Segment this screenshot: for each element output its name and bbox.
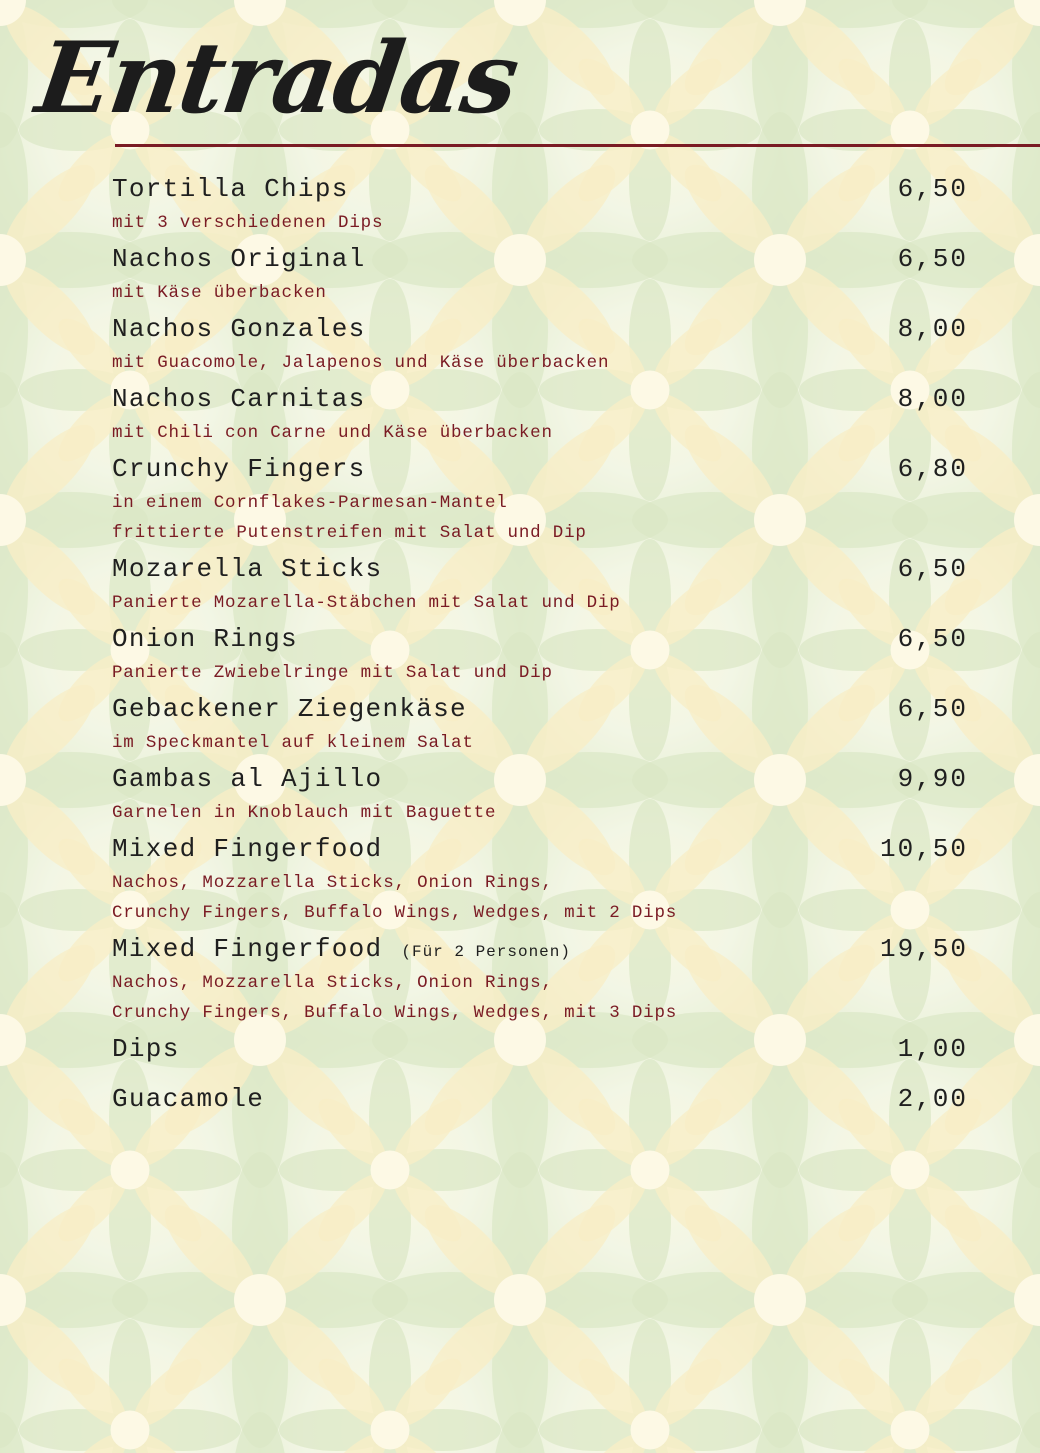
menu-item-note: (Für 2 Personen) [401, 943, 571, 961]
menu-item-price: 19,50 [879, 934, 968, 964]
menu-item [112, 930, 968, 1028]
menu-item-title [112, 310, 366, 348]
menu-item-title [112, 170, 349, 208]
menu-item-row [112, 380, 968, 418]
menu-item-price: 6,50 [897, 244, 968, 274]
menu-item-name: Tortilla Chips [112, 174, 349, 204]
menu-item-price: 6,50 [897, 554, 968, 584]
menu-item-title [112, 550, 382, 588]
menu-item [112, 760, 968, 828]
menu-item-price: 8,00 [897, 384, 968, 414]
menu-item-price: 10,50 [879, 834, 968, 864]
menu-item-row [112, 620, 968, 658]
menu-item-name: Onion Rings [112, 624, 298, 654]
menu-item [112, 690, 968, 758]
menu-item-title [112, 930, 571, 971]
menu-item [112, 240, 968, 308]
menu-item-price: 8,00 [897, 314, 968, 344]
menu-item-name: Dips [112, 1034, 180, 1064]
menu-item-description: mit Käse überbacken [112, 283, 327, 303]
menu-item-title [112, 380, 366, 418]
menu-item-name: Nachos Original [112, 244, 366, 274]
menu-item [112, 170, 968, 238]
menu-item-title [112, 620, 298, 658]
menu-item [112, 550, 968, 618]
menu-item-title [112, 690, 467, 728]
menu-item-title [112, 450, 366, 488]
menu-item-description: Panierte Zwiebelringe mit Salat und Dip [112, 663, 553, 683]
menu-item-description: Panierte Mozarella-Stäbchen mit Salat und Dip [112, 593, 621, 613]
menu-item-description: in einem Cornflakes-Parmesan-Mantel [112, 493, 508, 513]
menu-item-description: mit Chili con Carne und Käse überbacken [112, 423, 553, 443]
menu-item [112, 830, 968, 928]
menu-item-price: 2,00 [897, 1084, 968, 1114]
menu-item-name: Guacamole [112, 1084, 265, 1114]
menu-item-name: Nachos Carnitas [112, 384, 366, 414]
menu-item-name: Mixed Fingerfood [112, 834, 383, 864]
menu-item [112, 1030, 968, 1068]
menu-item-description: im Speckmantel auf kleinem Salat [112, 733, 474, 753]
menu-item-description: mit Guacomole, Jalapenos und Käse überbacken [112, 353, 610, 373]
menu-item-title [112, 1030, 180, 1068]
menu-item-row [112, 310, 968, 348]
menu-item-price: 6,80 [897, 454, 968, 484]
menu-item-price: 6,50 [897, 624, 968, 654]
menu-item-row [112, 1080, 968, 1118]
menu-item-row [112, 760, 968, 798]
menu-item-description: mit 3 verschiedenen Dips [112, 213, 384, 233]
menu-item-description: frittierte Putenstreifen mit Salat und Dip [112, 523, 587, 543]
menu-item-title [112, 760, 382, 798]
menu-item-description: Crunchy Fingers, Buffalo Wings, Wedges, mit 3 Dips [112, 1003, 678, 1023]
menu-item-row [112, 170, 968, 208]
menu-item-row [112, 930, 968, 968]
menu-item-title [112, 240, 366, 278]
menu-item-name: Crunchy Fingers [112, 454, 366, 484]
menu-item [112, 310, 968, 378]
menu-item-row [112, 1030, 968, 1068]
menu-item-name: Mixed Fingerfood [112, 934, 383, 964]
menu-item [112, 1080, 968, 1118]
menu-item-title [112, 830, 382, 868]
menu-item-description: Crunchy Fingers, Buffalo Wings, Wedges, mit 2 Dips [112, 903, 678, 923]
title-divider [115, 144, 1040, 147]
menu-item-price: 6,50 [897, 694, 968, 724]
menu-item-row [112, 550, 968, 588]
menu-item-row [112, 240, 968, 278]
menu-item-row [112, 830, 968, 868]
menu-item-row [112, 690, 968, 728]
menu-item-description: Nachos, Mozzarella Sticks, Onion Rings, [112, 873, 553, 893]
menu-item-name: Gambas al Ajillo [112, 764, 383, 794]
menu-item-price: 9,90 [897, 764, 968, 794]
menu-item-name: Gebackener Ziegenkäse [112, 694, 467, 724]
menu-list [112, 170, 968, 1130]
menu-item-description: Garnelen in Knoblauch mit Baguette [112, 803, 497, 823]
menu-item-title [112, 1080, 264, 1118]
menu-item-price: 6,50 [897, 174, 968, 204]
page-title: Entradas [29, 21, 524, 136]
menu-item-price: 1,00 [897, 1034, 968, 1064]
menu-item [112, 380, 968, 448]
menu-item [112, 620, 968, 688]
menu-item-name: Mozarella Sticks [112, 554, 383, 584]
menu-item-row [112, 450, 968, 488]
menu-item [112, 450, 968, 548]
menu-item-description: Nachos, Mozzarella Sticks, Onion Rings, [112, 973, 553, 993]
menu-item-name: Nachos Gonzales [112, 314, 366, 344]
